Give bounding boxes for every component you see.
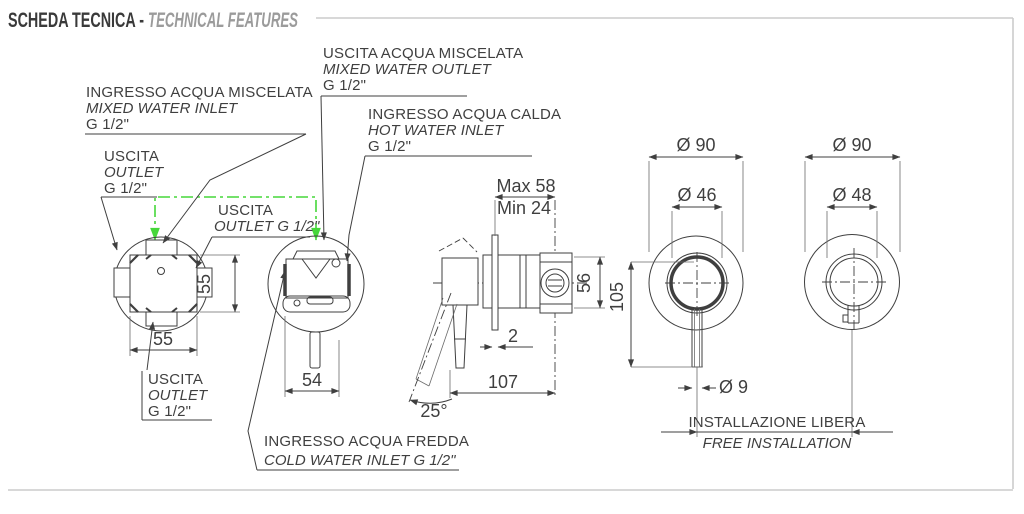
svg-text:Ø 90: Ø 90 xyxy=(676,135,716,155)
view-trim-valve-front xyxy=(268,236,364,397)
svg-text:56: 56 xyxy=(574,272,594,294)
handle-cap xyxy=(442,258,478,305)
svg-text:MIXED WATER OUTLET: MIXED WATER OUTLET xyxy=(323,61,491,78)
port-bottom xyxy=(146,312,177,326)
svg-text:OUTLET: OUTLET xyxy=(148,387,208,404)
view-rough-valve-front xyxy=(114,237,240,356)
lever xyxy=(453,305,467,368)
svg-text:55: 55 xyxy=(194,273,214,295)
dim-front-square-height xyxy=(194,255,240,312)
view-front-plate xyxy=(805,135,901,437)
svg-text:USCITA ACQUA MISCELATA: USCITA ACQUA MISCELATA xyxy=(323,45,524,62)
svg-text:55: 55 xyxy=(152,329,174,349)
callout-cold-water-inlet xyxy=(248,271,469,470)
svg-text:107: 107 xyxy=(487,372,519,392)
svg-text:105: 105 xyxy=(607,281,627,313)
dim-handle-diameter xyxy=(672,185,722,258)
svg-text:54: 54 xyxy=(301,370,323,390)
valve-body xyxy=(130,255,197,312)
dim-max-min-depth xyxy=(495,176,556,236)
svg-text:USCITA: USCITA xyxy=(104,148,160,165)
page-subtitle: TECHNICAL FEATURES xyxy=(148,9,298,32)
lever-stem xyxy=(310,332,320,368)
callout-mixed-water-outlet xyxy=(321,45,523,240)
svg-text:COLD WATER INLET G 1/2": COLD WATER INLET G 1/2" xyxy=(264,452,456,469)
dim-total-length xyxy=(450,370,555,398)
svg-text:INGRESSO ACQUA FREDDA: INGRESSO ACQUA FREDDA xyxy=(264,433,470,450)
svg-text:Max 58: Max 58 xyxy=(496,176,556,196)
dim-free-installation xyxy=(661,414,893,452)
svg-text:G 1/2": G 1/2" xyxy=(368,138,412,155)
svg-text:G 1/2": G 1/2" xyxy=(104,180,148,197)
svg-text:Min 24: Min 24 xyxy=(496,198,552,218)
dim-lever-angle xyxy=(410,399,452,421)
view-front-handle xyxy=(607,135,748,437)
svg-text:25°: 25° xyxy=(420,401,448,421)
port-left xyxy=(114,268,130,297)
svg-text:HOT WATER INLET: HOT WATER INLET xyxy=(368,122,504,139)
cap-top xyxy=(293,251,339,259)
dim-body-height xyxy=(574,257,605,308)
dim-lever-diameter xyxy=(678,377,748,397)
page-title: SCHEDA TECNICA - xyxy=(8,9,144,32)
svg-text:Ø 46: Ø 46 xyxy=(677,185,717,205)
valve-body xyxy=(286,259,348,298)
svg-text:G 1/2": G 1/2" xyxy=(86,116,130,133)
wall-plate xyxy=(492,235,498,330)
svg-text:Ø 48: Ø 48 xyxy=(832,185,872,205)
svg-text:INGRESSO ACQUA MISCELATA: INGRESSO ACQUA MISCELATA xyxy=(86,84,313,101)
free-installation-label-it: INSTALLAZIONE LIBERA xyxy=(688,414,866,431)
dim-plate-thickness xyxy=(480,326,533,347)
port-top xyxy=(146,240,177,255)
dim-trim-diameter xyxy=(827,185,877,258)
svg-text:OUTLET G 1/2": OUTLET G 1/2" xyxy=(214,218,320,235)
svg-text:2: 2 xyxy=(507,326,519,346)
lever-axis xyxy=(409,293,451,402)
svg-text:USCITA: USCITA xyxy=(148,371,204,388)
svg-text:MIXED WATER INLET: MIXED WATER INLET xyxy=(86,100,238,117)
svg-text:Ø 90: Ø 90 xyxy=(832,135,872,155)
free-installation-label-en: FREE INSTALLATION xyxy=(702,435,852,452)
svg-text:Ø 9: Ø 9 xyxy=(719,377,749,397)
svg-text:INGRESSO ACQUA CALDA: INGRESSO ACQUA CALDA xyxy=(368,106,562,123)
dim-handle-height xyxy=(607,262,703,367)
svg-text:G 1/2": G 1/2" xyxy=(323,77,367,94)
handle-tab xyxy=(843,305,859,323)
svg-text:G 1/2": G 1/2" xyxy=(148,403,192,420)
screw-hole xyxy=(294,300,300,306)
svg-text:USCITA: USCITA xyxy=(218,202,274,219)
lever-stem xyxy=(692,309,702,367)
svg-text:OUTLET: OUTLET xyxy=(104,164,164,181)
header xyxy=(8,9,298,32)
view-side xyxy=(409,176,605,421)
